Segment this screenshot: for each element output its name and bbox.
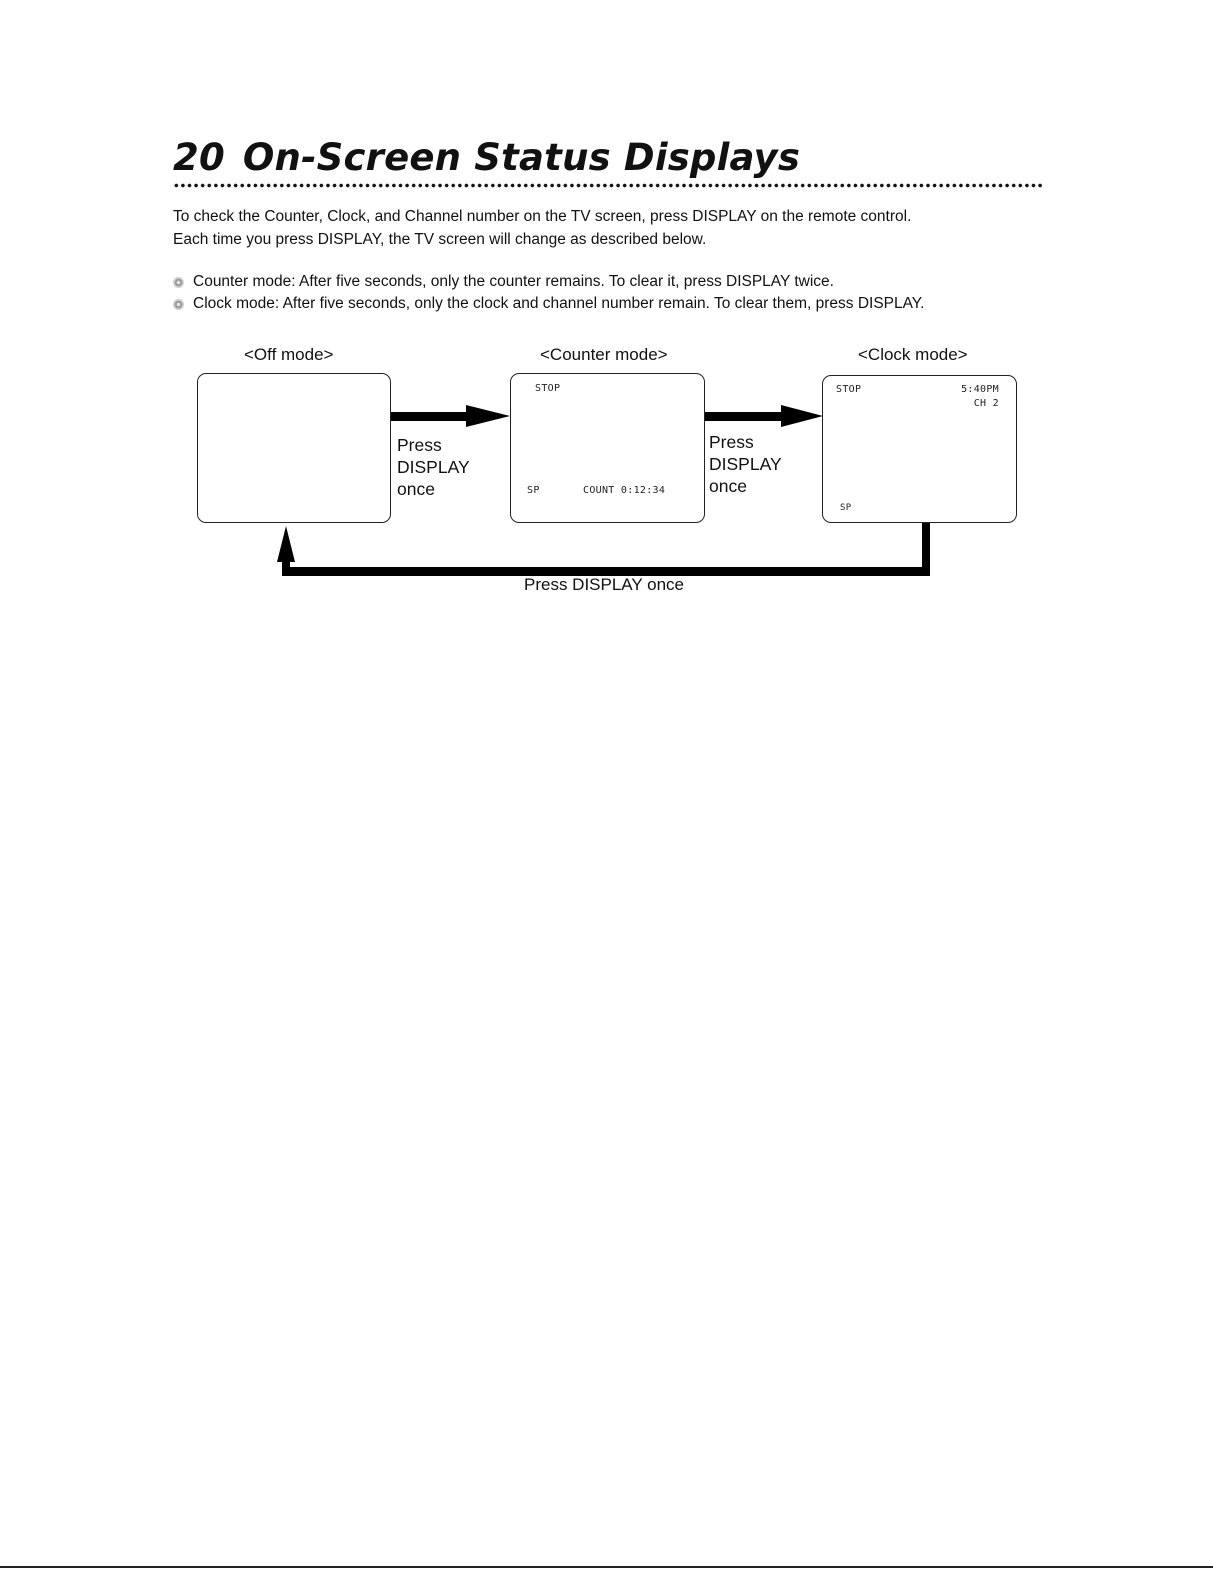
intro-line: To check the Counter, Clock, and Channel number on the TV screen, press DISPLAY on the remote control. (173, 208, 912, 225)
osd-clock: 5:40PM (961, 384, 999, 395)
intro-line: Each time you press DISPLAY, the TV screen will change as described below. (173, 231, 707, 248)
press-display-step-1 (397, 434, 470, 500)
tv-screen-off (197, 373, 391, 523)
osd-channel: CH 2 (973, 398, 999, 409)
cycle-label: Press DISPLAY once (524, 575, 685, 594)
clock-mode-label: <Clock mode> (858, 345, 968, 364)
press-line: Press (397, 435, 442, 455)
bullet-text: Clock mode: After five seconds, only the clock and channel number remain. To clear them, press DISPLAY. (193, 295, 925, 312)
page-title: On-Screen Status Displays (242, 136, 801, 179)
arrow-head (466, 405, 510, 427)
arrow-head (781, 405, 823, 427)
press-line: Press (709, 432, 754, 452)
page-number: 20 (173, 136, 225, 179)
press-line: DISPLAY (709, 454, 782, 474)
osd-status: STOP (836, 384, 862, 395)
arrow-shaft (704, 412, 784, 421)
press-line: once (397, 479, 435, 499)
tv-screen-clock (822, 375, 1017, 523)
counter-mode-label: <Counter mode> (540, 345, 668, 364)
press-display-step-2 (709, 431, 782, 497)
return-arrow-head (277, 526, 295, 562)
arrow-shaft (389, 412, 469, 421)
tv-screen-counter (510, 373, 705, 523)
press-line: once (709, 476, 747, 496)
osd-counter: COUNT 0:12:34 (583, 485, 666, 496)
off-mode-label: <Off mode> (244, 345, 334, 364)
bullet-text: Counter mode: After five seconds, only the counter remains. To clear it, press DISPLAY twice. (193, 273, 834, 290)
osd-speed: SP (840, 503, 852, 513)
press-line: DISPLAY (397, 457, 470, 477)
osd-speed: SP (527, 485, 540, 496)
osd-status: STOP (535, 383, 561, 394)
page-bottom-rule (0, 1566, 1213, 1568)
